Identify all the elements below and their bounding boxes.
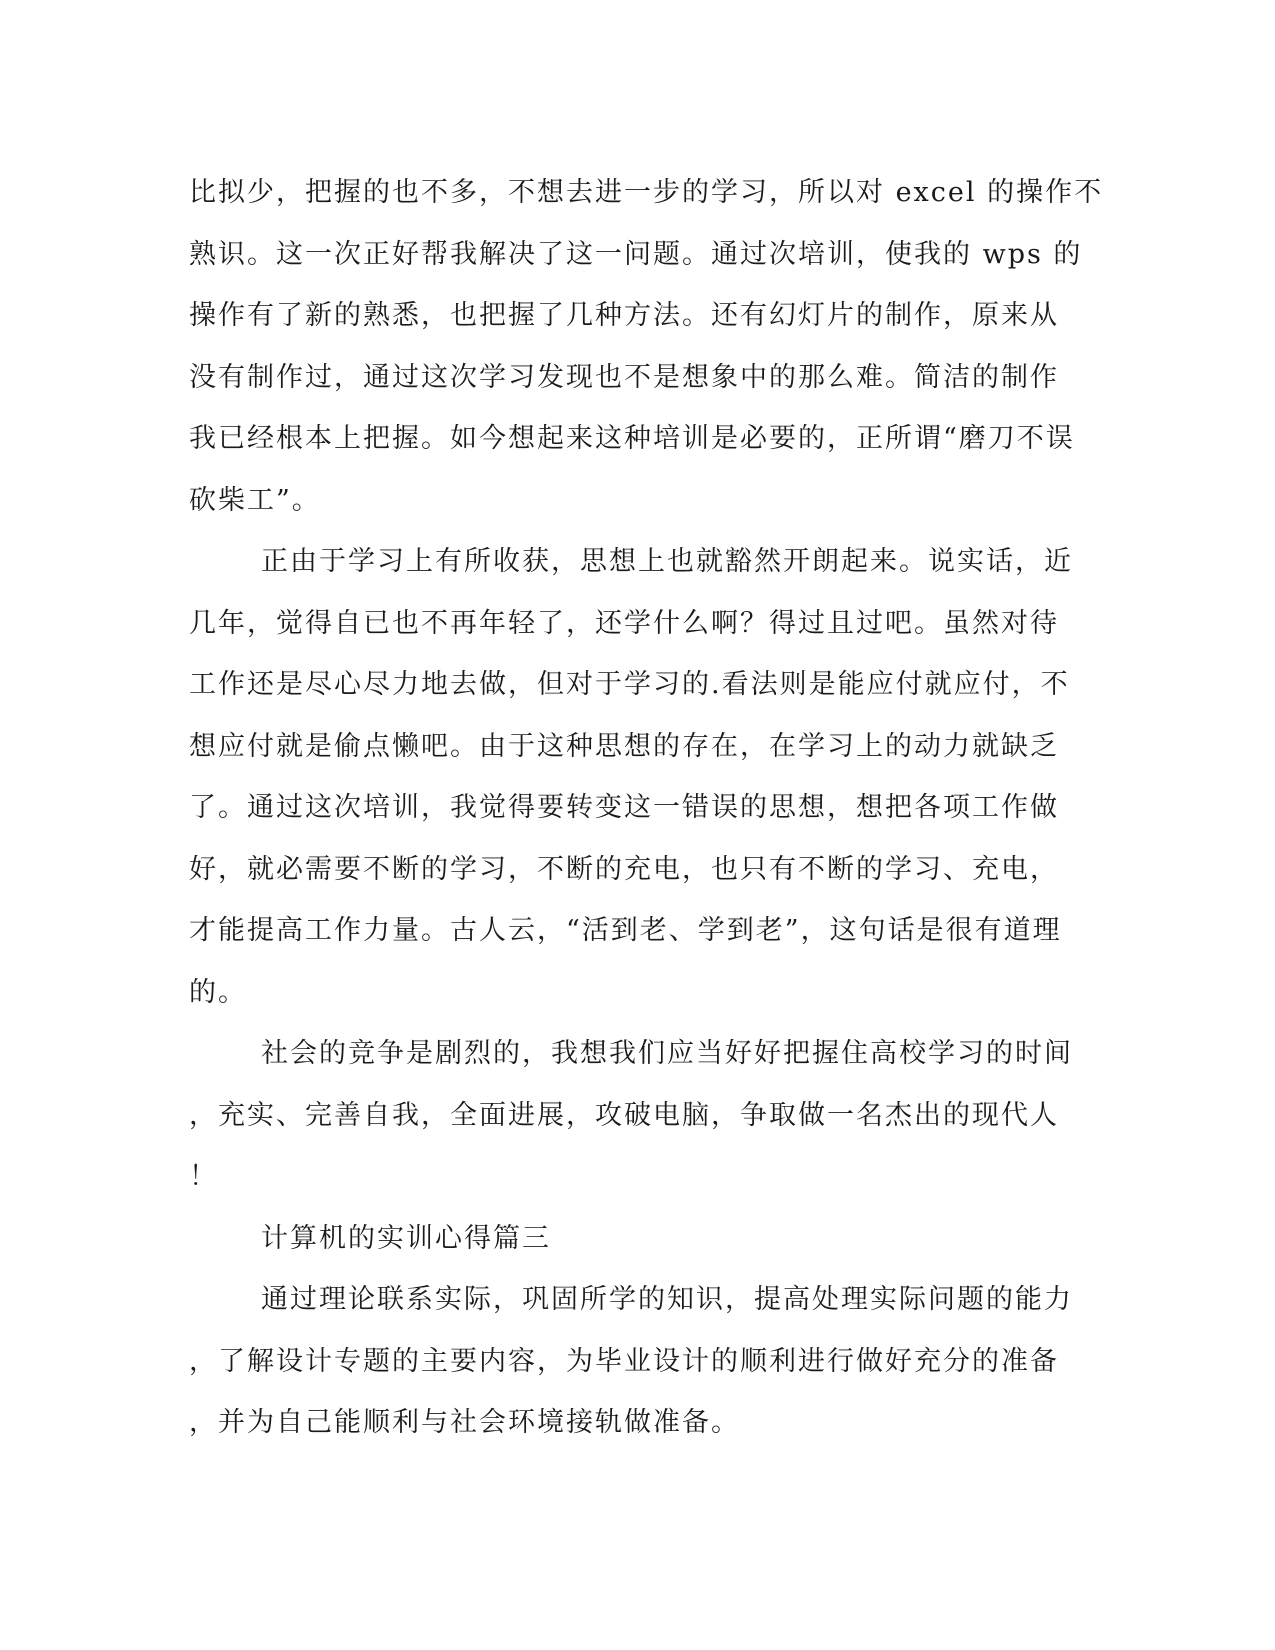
text-line: 才能提高工作力量。古人云，“活到老、学到老”，这句话是很有道理 [189,915,1062,946]
text-line: ，充实、完善自我，全面进展，攻破电脑，争取做一名杰出的现代人 [189,1099,1059,1131]
text-line: 我已经根本上把握。如今想起来这种培训是必要的，正所谓“磨刀不误 [189,423,1075,454]
text-line: 没有制作过，通过这次学习发现也不是想象中的那么难。简洁的制作 [189,361,1059,393]
text-line: 工作还是尽心尽力地去做，但对于学习的.看法则是能应付就应付，不 [189,669,1070,700]
text-line: ，了解设计专题的主要内容，为毕业设计的顺利进行做好充分的准备 [189,1345,1059,1377]
text-line: 的。 [189,976,247,1008]
text-line: 熟识。这一次正好帮我解决了这一问题。通过次培训，使我的 wps 的 [189,238,1083,270]
text-line: 计算机的实训心得篇三 [261,1222,551,1254]
text-line: 了。通过这次培训，我觉得要转变这一错误的思想，想把各项工作做 [189,792,1059,823]
text-line: 操作有了新的熟悉，也把握了几种方法。还有幻灯片的制作，原来从 [189,300,1059,331]
text-line: 社会的竞争是剧烈的，我想我们应当好好把握住高校学习的时间 [261,1038,1073,1069]
text-line: 比拟少，把握的也不多，不想去进一步的学习，所以对 excel 的操作不 [189,177,1104,208]
text-line: 想应付就是偷点懒吧。由于这种思想的存在，在学习上的动力就缺乏 [189,730,1059,762]
text-line: 通过理论联系实际，巩固所学的知识，提高处理实际问题的能力 [261,1284,1073,1315]
text-line: 好，就必需要不断的学习，不断的充电，也只有不断的学习、充电， [189,853,1059,885]
text-line: 砍柴工”。 [189,484,321,516]
text-line: 正由于学习上有所收获，思想上也就豁然开朗起来。说实话，近 [261,546,1073,577]
text-line: ！ [189,1161,218,1192]
document-body [189,162,1104,1454]
text-line: ，并为自己能顺利与社会环境接轨做准备。 [189,1407,740,1438]
text-line: 几年，觉得自已也不再年轻了，还学什么啊？得过且过吧。虽然对待 [189,607,1059,639]
